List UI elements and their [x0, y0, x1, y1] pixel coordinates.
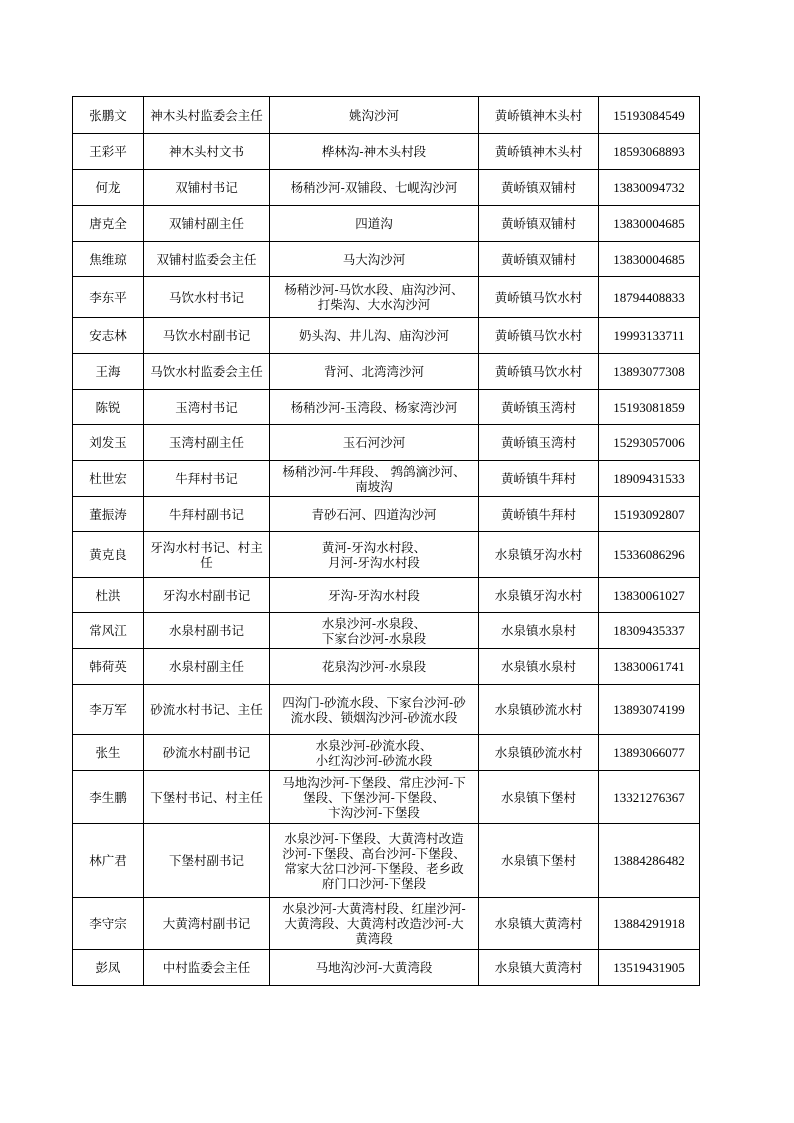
position-cell: 砂流水村副书记 [144, 735, 270, 771]
river-section-cell: 水泉沙河-大黄湾村段、红崖沙河- 大黄湾段、大黄湾村改造沙河-大 黄湾段 [270, 898, 479, 950]
village-cell: 水泉镇下堡村 [479, 771, 599, 824]
river-section-cell: 四道沟 [270, 206, 479, 242]
person-name-cell: 李生鹏 [73, 771, 144, 824]
phone-cell: 18794408833 [599, 277, 700, 318]
table-row [73, 318, 700, 354]
village-cell: 黄峤镇马饮水村 [479, 318, 599, 354]
river-section-cell: 水泉沙河-下堡段、大黄湾村改造 沙河-下堡段、高台沙河-下堡段、 常家大岔口沙河-下堡段、老乡政 府门口沙河-下堡段 [270, 824, 479, 898]
village-cell: 水泉镇牙沟水村 [479, 578, 599, 613]
person-name-cell: 黄克良 [73, 532, 144, 578]
phone-cell: 19993133711 [599, 318, 700, 354]
river-section-cell: 杨稍沙河-马饮水段、庙沟沙河、 打柴沟、大水沟沙河 [270, 277, 479, 318]
person-name-cell: 杜洪 [73, 578, 144, 613]
river-chief-roster-table [72, 96, 700, 986]
position-cell: 玉湾村书记 [144, 390, 270, 425]
person-name-cell: 王彩平 [73, 134, 144, 170]
table-row [73, 242, 700, 277]
village-cell: 水泉镇大黄湾村 [479, 950, 599, 986]
village-cell: 黄峤镇玉湾村 [479, 425, 599, 461]
phone-cell: 13884286482 [599, 824, 700, 898]
person-name-cell: 韩荷英 [73, 649, 144, 685]
position-cell: 砂流水村书记、主任 [144, 685, 270, 735]
river-section-cell: 黄河-牙沟水村段、 月河-牙沟水村段 [270, 532, 479, 578]
person-name-cell: 董振涛 [73, 497, 144, 532]
phone-cell: 15193081859 [599, 390, 700, 425]
position-cell: 马饮水村书记 [144, 277, 270, 318]
person-name-cell: 林广君 [73, 824, 144, 898]
river-section-cell: 奶头沟、井儿沟、庙沟沙河 [270, 318, 479, 354]
village-cell: 黄峤镇双铺村 [479, 242, 599, 277]
person-name-cell: 王海 [73, 354, 144, 390]
phone-cell: 18593068893 [599, 134, 700, 170]
phone-cell: 13830004685 [599, 206, 700, 242]
table-row [73, 771, 700, 824]
village-cell: 水泉镇大黄湾村 [479, 898, 599, 950]
river-section-cell: 背河、北湾湾沙河 [270, 354, 479, 390]
position-cell: 双铺村书记 [144, 170, 270, 206]
village-cell: 黄峤镇神木头村 [479, 97, 599, 134]
river-section-cell: 青砂石河、四道沟沙河 [270, 497, 479, 532]
village-cell: 水泉镇牙沟水村 [479, 532, 599, 578]
table-row [73, 277, 700, 318]
table-row [73, 425, 700, 461]
table-row [73, 578, 700, 613]
village-cell: 黄峤镇马饮水村 [479, 277, 599, 318]
roster-body [73, 97, 700, 986]
phone-cell: 13884291918 [599, 898, 700, 950]
river-section-cell: 马大沟沙河 [270, 242, 479, 277]
table-row [73, 497, 700, 532]
river-section-cell: 杨稍沙河-牛拜段、 鹁鸽滴沙河、 南坡沟 [270, 461, 479, 497]
table-row [73, 390, 700, 425]
phone-cell: 18309435337 [599, 613, 700, 649]
phone-cell: 13893074199 [599, 685, 700, 735]
position-cell: 牙沟水村书记、村主 任 [144, 532, 270, 578]
river-section-cell: 四沟门-砂流水段、下家台沙河-砂 流水段、锁烟沟沙河-砂流水段 [270, 685, 479, 735]
person-name-cell: 常风江 [73, 613, 144, 649]
phone-cell: 13321276367 [599, 771, 700, 824]
village-cell: 水泉镇砂流水村 [479, 685, 599, 735]
position-cell: 水泉村副书记 [144, 613, 270, 649]
table-row [73, 950, 700, 986]
phone-cell: 15336086296 [599, 532, 700, 578]
village-cell: 水泉镇砂流水村 [479, 735, 599, 771]
phone-cell: 13893077308 [599, 354, 700, 390]
position-cell: 水泉村副主任 [144, 649, 270, 685]
person-name-cell: 焦维琼 [73, 242, 144, 277]
river-section-cell: 水泉沙河-砂流水段、 小红沟沙河-砂流水段 [270, 735, 479, 771]
position-cell: 大黄湾村副书记 [144, 898, 270, 950]
phone-cell: 15293057006 [599, 425, 700, 461]
village-cell: 黄峤镇马饮水村 [479, 354, 599, 390]
position-cell: 神木头村文书 [144, 134, 270, 170]
table-row [73, 649, 700, 685]
phone-cell: 13830094732 [599, 170, 700, 206]
table-row [73, 461, 700, 497]
table-row [73, 134, 700, 170]
person-name-cell: 安志林 [73, 318, 144, 354]
table-row [73, 824, 700, 898]
person-name-cell: 杜世宏 [73, 461, 144, 497]
position-cell: 双铺村监委会主任 [144, 242, 270, 277]
table-row [73, 170, 700, 206]
village-cell: 水泉镇下堡村 [479, 824, 599, 898]
village-cell: 水泉镇水泉村 [479, 649, 599, 685]
village-cell: 水泉镇水泉村 [479, 613, 599, 649]
phone-cell: 15193084549 [599, 97, 700, 134]
phone-cell: 13893066077 [599, 735, 700, 771]
position-cell: 牙沟水村副书记 [144, 578, 270, 613]
person-name-cell: 李守宗 [73, 898, 144, 950]
river-section-cell: 杨稍沙河-玉湾段、杨家湾沙河 [270, 390, 479, 425]
position-cell: 神木头村监委会主任 [144, 97, 270, 134]
position-cell: 下堡村书记、村主任 [144, 771, 270, 824]
person-name-cell: 李东平 [73, 277, 144, 318]
table-row [73, 532, 700, 578]
position-cell: 马饮水村副书记 [144, 318, 270, 354]
position-cell: 玉湾村副主任 [144, 425, 270, 461]
position-cell: 牛拜村书记 [144, 461, 270, 497]
river-section-cell: 桦林沟-神木头村段 [270, 134, 479, 170]
village-cell: 黄峤镇牛拜村 [479, 461, 599, 497]
river-section-cell: 牙沟-牙沟水村段 [270, 578, 479, 613]
village-cell: 黄峤镇双铺村 [479, 206, 599, 242]
position-cell: 牛拜村副书记 [144, 497, 270, 532]
village-cell: 黄峤镇神木头村 [479, 134, 599, 170]
river-section-cell: 马地沟沙河-大黄湾段 [270, 950, 479, 986]
river-section-cell: 马地沟沙河-下堡段、常庄沙河-下 堡段、下堡沙河-下堡段、 卞沟沙河-下堡段 [270, 771, 479, 824]
position-cell: 下堡村副书记 [144, 824, 270, 898]
river-section-cell: 玉石河沙河 [270, 425, 479, 461]
table-row [73, 97, 700, 134]
person-name-cell: 何龙 [73, 170, 144, 206]
table-row [73, 898, 700, 950]
village-cell: 黄峤镇双铺村 [479, 170, 599, 206]
river-section-cell: 花泉沟沙河-水泉段 [270, 649, 479, 685]
table-row [73, 613, 700, 649]
position-cell: 双铺村副主任 [144, 206, 270, 242]
phone-cell: 15193092807 [599, 497, 700, 532]
person-name-cell: 刘发玉 [73, 425, 144, 461]
phone-cell: 13519431905 [599, 950, 700, 986]
person-name-cell: 彭凤 [73, 950, 144, 986]
village-cell: 黄峤镇牛拜村 [479, 497, 599, 532]
phone-cell: 18909431533 [599, 461, 700, 497]
person-name-cell: 唐克全 [73, 206, 144, 242]
table-row [73, 735, 700, 771]
table-row [73, 206, 700, 242]
position-cell: 马饮水村监委会主任 [144, 354, 270, 390]
position-cell: 中村监委会主任 [144, 950, 270, 986]
river-section-cell: 姚沟沙河 [270, 97, 479, 134]
river-section-cell: 水泉沙河-水泉段、 下家台沙河-水泉段 [270, 613, 479, 649]
person-name-cell: 张鹏文 [73, 97, 144, 134]
phone-cell: 13830061027 [599, 578, 700, 613]
river-section-cell: 杨稍沙河-双铺段、七岘沟沙河 [270, 170, 479, 206]
phone-cell: 13830061741 [599, 649, 700, 685]
village-cell: 黄峤镇玉湾村 [479, 390, 599, 425]
table-row [73, 685, 700, 735]
person-name-cell: 张生 [73, 735, 144, 771]
phone-cell: 13830004685 [599, 242, 700, 277]
person-name-cell: 李万军 [73, 685, 144, 735]
person-name-cell: 陈锐 [73, 390, 144, 425]
table-row [73, 354, 700, 390]
